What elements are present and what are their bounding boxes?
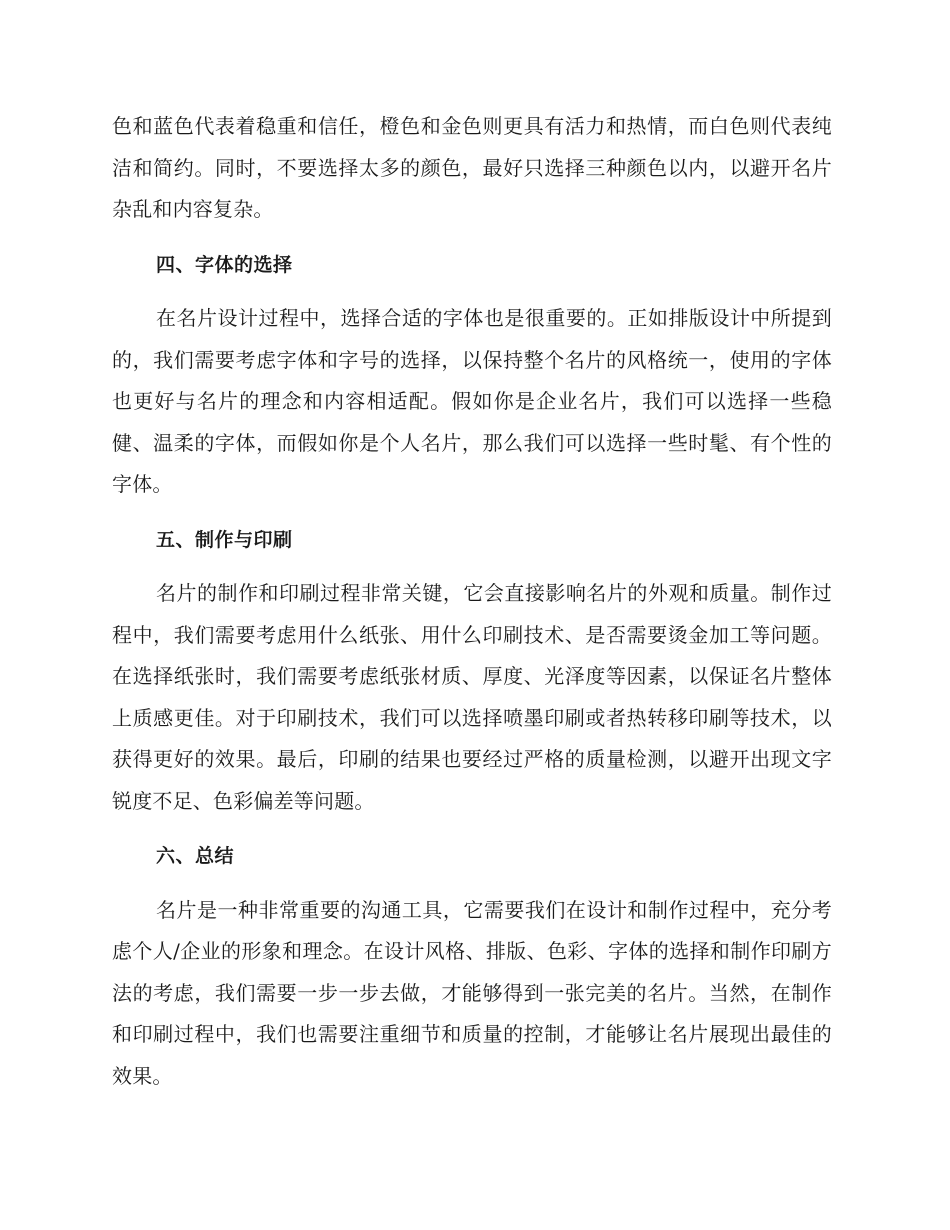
paragraph-color-continued: 色和蓝色代表着稳重和信任，橙色和金色则更具有活力和热情，而白色则代表纯洁和简约。同时，不要选择太多的颜色，最好只选择三种颜色以内，以避开名片杂乱和内容复杂。 [112,114,832,221]
section-heading-font-choice: 四、字体的选择 [156,253,293,276]
paragraph-font-choice: 在名片设计过程中，选择合适的字体也是很重要的。正如排版设计中所提到的，我们需要考虑字体和字号的选择，以保持整个名片的风格统一，使用的字体也更好与名片的理念和内容相适配。假如你是企业名片，我们可以选择一些稳健、温柔的字体，而假如你是个人名片，那么我们可以选择一些时髦、有个性的字体。 [112,306,832,496]
paragraph-summary: 名片是一种非常重要的沟通工具，它需要我们在设计和制作过程中，充分考虑个人/企业的形象和理念。在设计风格、排版、色彩、字体的选择和制作印刷方法的考虑，我们需要一步一步去做，才能够得到一张完美的名片。当然，在制作和印刷过程中，我们也需要注重细节和质量的控制，才能够让名片展现出最佳的效果。 [112,897,832,1088]
section-heading-summary: 六、总结 [156,845,235,867]
section-heading-production-printing: 五、制作与印刷 [156,528,293,551]
paragraph-production-printing: 名片的制作和印刷过程非常关键，它会直接影响名片的外观和质量。制作过程中，我们需要考虑用什么纸张、用什么印刷技术、是否需要烫金加工等问题。在选择纸张时，我们需要考虑纸张材质、厚度、光泽度等因素，以保证名片整体上质感更佳。对于印刷技术，我们可以选择喷墨印刷或者热转移印刷等技术，以获得更好的效果。最后，印刷的结果也要经过严格的质量检测，以避开出现文字锐度不足、色彩偏差等问题。 [112,581,832,813]
